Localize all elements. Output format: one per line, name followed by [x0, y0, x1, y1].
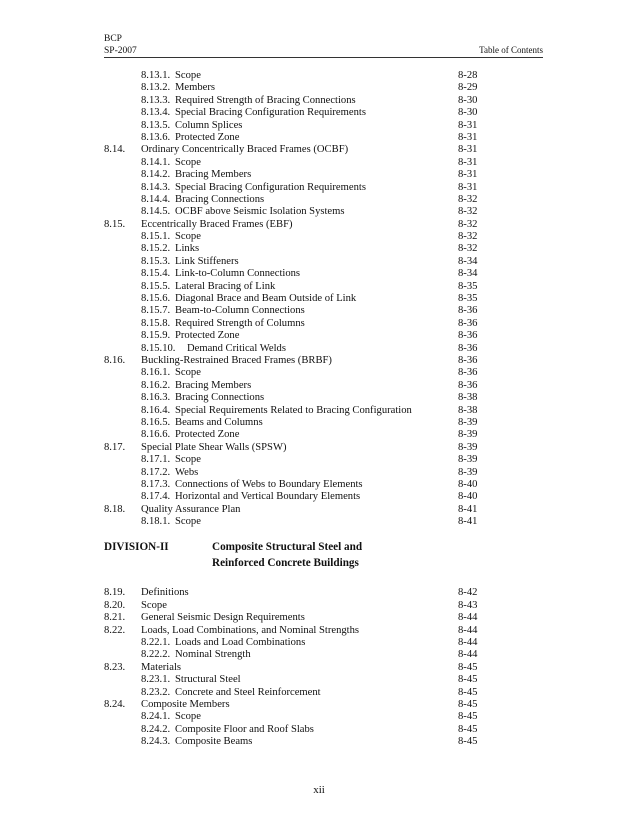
toc-entry-number: 8.16.3.: [141, 392, 171, 404]
toc-entry-page: 8-40: [458, 491, 478, 503]
toc-entry-number: 8.13.2.: [141, 82, 171, 94]
toc-entry: [0, 687, 638, 699]
toc-entry-number: 8.15.5.: [141, 280, 171, 292]
toc-entry-page: 8-39: [458, 441, 478, 453]
toc-entry-title: Special Requirements Related to Bracing Configuration: [175, 404, 412, 416]
toc-entry: [0, 95, 638, 107]
toc-entry: [0, 649, 638, 661]
toc-entry: [0, 231, 638, 243]
toc-entry: [0, 70, 638, 82]
toc-entry-number: 8.22.1.: [141, 637, 171, 649]
toc-entry-title: Bracing Members: [175, 379, 252, 391]
toc-entry-title: Beam-to-Column Connections: [175, 305, 305, 317]
toc-entry-number: 8.17.2.: [141, 466, 171, 478]
toc-entry-number: 8.16.5.: [141, 416, 171, 428]
toc-entry: [0, 318, 638, 330]
toc-entry-number: 8.24.2.: [141, 723, 171, 735]
toc-entry-number: 8.15.8.: [141, 317, 171, 329]
toc-entry: [0, 405, 638, 417]
toc-entry-number: 8.16.2.: [141, 379, 171, 391]
toc-entry-number: 8.14.3.: [141, 181, 171, 193]
toc-entry-page: 8-30: [458, 107, 478, 119]
toc-entry-page: 8-31: [458, 119, 478, 131]
toc-entry: [0, 442, 638, 454]
toc-entry-title: OCBF above Seismic Isolation Systems: [175, 206, 345, 218]
toc-entry: [0, 662, 638, 674]
toc-entry: [0, 612, 638, 624]
toc-entry-number: 8.24.3.: [141, 736, 171, 748]
toc-entry-title: Quality Assurance Plan: [141, 503, 241, 515]
toc-entry-page: 8-29: [458, 82, 478, 94]
toc-entry-title: Bracing Connections: [175, 193, 265, 205]
toc-entry-title: Composite Members: [141, 698, 230, 710]
toc-entry-number: 8.19.: [104, 587, 126, 599]
toc-entry-number: 8.13.1.: [141, 70, 171, 81]
toc-list-division-1: [0, 70, 638, 528]
toc-entry-page: 8-45: [458, 723, 478, 735]
toc-entry-title: Loads, Load Combinations, and Nominal Strengths: [141, 624, 360, 636]
toc-entry: [0, 330, 638, 342]
page-number: xii: [313, 784, 325, 796]
toc-entry-number: 8.15.2.: [141, 243, 171, 255]
toc-entry-number: 8.14.1.: [141, 156, 171, 168]
toc-entry-title: Concrete and Steel Reinforcement: [175, 686, 321, 698]
toc-entry-page: 8-38: [458, 404, 478, 416]
header-left: [104, 33, 137, 57]
toc-entry-title: Composite Floor and Roof Slabs: [175, 723, 314, 735]
toc-entry-title: Scope: [175, 70, 201, 81]
toc-entry: [0, 467, 638, 479]
toc-entry-title: Scope: [175, 454, 201, 466]
toc-entry-title: Scope: [175, 711, 201, 723]
toc-entry-title: Bracing Members: [175, 169, 252, 181]
toc-entry-title: Special Bracing Configuration Requirements: [175, 181, 366, 193]
toc-entry-title: Protected Zone: [175, 429, 240, 441]
toc-entry-title: Ordinary Concentrically Braced Frames (OCBF): [141, 144, 349, 156]
toc-entry-title: Link Stiffeners: [175, 255, 239, 267]
toc-entry-page: 8-32: [458, 218, 478, 230]
toc-entry: [0, 699, 638, 711]
toc-entry-title: Special Bracing Configuration Requirements: [175, 107, 366, 119]
toc-entry-title: Bracing Connections: [175, 392, 265, 404]
toc-entry: [0, 587, 638, 599]
toc-entry-page: 8-32: [458, 193, 478, 205]
toc-entry-number: 8.14.4.: [141, 193, 171, 205]
toc-entry-number: 8.16.4.: [141, 404, 171, 416]
toc-entry-title: Eccentrically Braced Frames (EBF): [141, 218, 293, 230]
toc-entry-title: Links: [175, 243, 200, 255]
toc-entry-page: 8-28: [458, 70, 478, 81]
toc-entry-title: Members: [175, 82, 216, 94]
toc-entry-title: Materials: [141, 661, 182, 673]
toc-entry-number: 8.15.4.: [141, 268, 171, 280]
toc-entry-title: Scope: [175, 516, 201, 528]
toc-entry-title: Horizontal and Vertical Boundary Elements: [175, 491, 361, 503]
toc-entry: [0, 157, 638, 169]
toc-entry: [0, 417, 638, 429]
toc-entry-page: 8-36: [458, 379, 478, 391]
toc-entry-page: 8-45: [458, 674, 478, 686]
toc-entry-number: 8.17.1.: [141, 454, 171, 466]
toc-entry-title: Protected Zone: [175, 131, 240, 143]
toc-entry-page: 8-44: [458, 637, 478, 649]
toc-entry: [0, 380, 638, 392]
toc-entry: [0, 724, 638, 736]
header-section-title: Table of Contents: [479, 45, 543, 55]
toc-entry-page: 8-44: [458, 624, 478, 636]
toc-entry-page: 8-42: [458, 587, 478, 599]
toc-entry-page: 8-36: [458, 305, 478, 317]
header-code: SP-2007: [104, 46, 137, 56]
toc-entry-number: 8.18.: [104, 503, 126, 515]
division-label: DIVISION-II: [104, 541, 169, 554]
toc-entry-page: 8-31: [458, 156, 478, 168]
toc-entry-page: 8-32: [458, 231, 478, 243]
toc-entry-page: 8-32: [458, 243, 478, 255]
toc-entry-title: Composite Beams: [175, 736, 253, 748]
toc-entry: [0, 504, 638, 516]
toc-entry-number: 8.13.3.: [141, 94, 171, 106]
toc-entry-page: 8-30: [458, 94, 478, 106]
toc-entry-number: 8.17.3.: [141, 478, 171, 490]
toc-entry-number: 8.23.2.: [141, 686, 171, 698]
toc-entry: [0, 625, 638, 637]
toc-entry-number: 8.13.4.: [141, 107, 171, 119]
toc-entry: [0, 256, 638, 268]
toc-entry: [0, 169, 638, 181]
toc-entry-number: 8.23.1.: [141, 674, 171, 686]
toc-entry: [0, 711, 638, 723]
toc-entry-page: 8-31: [458, 144, 478, 156]
toc-entry: [0, 268, 638, 280]
toc-entry: [0, 429, 638, 441]
toc-entry: [0, 243, 638, 255]
toc-entry-title: Scope: [175, 231, 201, 243]
toc-entry-number: 8.17.: [104, 441, 126, 453]
toc-entry: [0, 219, 638, 231]
toc-entry-page: 8-36: [458, 317, 478, 329]
toc-entry-number: 8.13.5.: [141, 119, 171, 131]
toc-entry-title: Protected Zone: [175, 330, 240, 342]
toc-entry-page: 8-31: [458, 169, 478, 181]
toc-entry-title: Special Plate Shear Walls (SPSW): [141, 441, 287, 453]
toc-entry-title: Definitions: [141, 587, 189, 599]
toc-entry-number: 8.15.3.: [141, 255, 171, 267]
toc-entry-page: 8-39: [458, 454, 478, 466]
toc-entry-title: General Seismic Design Requirements: [141, 612, 305, 624]
toc-entry-number: 8.15.9.: [141, 330, 171, 342]
toc-entry-title: Lateral Bracing of Link: [175, 280, 276, 292]
toc-entry-page: 8-45: [458, 661, 478, 673]
toc-entry-title: Demand Critical Welds: [187, 342, 286, 354]
toc-entry-page: 8-35: [458, 280, 478, 292]
toc-entry: [0, 305, 638, 317]
toc-entry-page: 8-41: [458, 516, 478, 528]
toc-entry-number: 8.15.: [104, 218, 126, 230]
toc-entry-number: 8.23.: [104, 661, 126, 673]
toc-entry-page: 8-45: [458, 736, 478, 748]
toc-entry-page: 8-43: [458, 599, 478, 611]
toc-entry-title: Loads and Load Combinations: [175, 637, 306, 649]
toc-entry-title: Column Splices: [175, 119, 243, 131]
toc-entry-title: Scope: [175, 156, 201, 168]
division-title: [212, 539, 452, 571]
toc-entry-number: 8.24.1.: [141, 711, 171, 723]
division-heading: [0, 537, 638, 581]
toc-entry-number: 8.16.6.: [141, 429, 171, 441]
table-of-contents: [0, 70, 638, 749]
toc-entry-page: 8-44: [458, 649, 478, 661]
toc-entry-title: Scope: [175, 367, 201, 379]
toc-entry-number: 8.14.2.: [141, 169, 171, 181]
toc-entry-title: Buckling-Restrained Braced Frames (BRBF): [141, 354, 332, 366]
toc-entry-title: Link-to-Column Connections: [175, 268, 301, 280]
toc-entry: [0, 674, 638, 686]
toc-entry-page: 8-36: [458, 342, 478, 354]
toc-entry-page: 8-39: [458, 429, 478, 441]
toc-entry: [0, 144, 638, 156]
toc-entry-number: 8.16.1.: [141, 367, 171, 379]
toc-entry-number: 8.20.: [104, 599, 126, 611]
toc-entry-page: 8-45: [458, 686, 478, 698]
toc-entry-page: 8-40: [458, 478, 478, 490]
toc-entry: [0, 392, 638, 404]
toc-entry: [0, 355, 638, 367]
toc-entry-number: 8.18.1.: [141, 516, 171, 528]
toc-entry-number: 8.24.: [104, 698, 126, 710]
toc-entry-page: 8-39: [458, 416, 478, 428]
toc-list-division-2: [0, 587, 638, 748]
header-org: BCP: [104, 34, 122, 44]
toc-entry: [0, 454, 638, 466]
toc-entry-title: Connections of Webs to Boundary Elements: [175, 478, 363, 490]
toc-entry-page: 8-36: [458, 367, 478, 379]
toc-entry: [0, 367, 638, 379]
toc-entry-title: Nominal Strength: [175, 649, 251, 661]
toc-entry-number: 8.22.: [104, 624, 126, 636]
toc-entry-page: 8-45: [458, 711, 478, 723]
header-rule: [104, 57, 543, 58]
toc-entry-page: 8-32: [458, 206, 478, 218]
toc-entry-title: Structural Steel: [175, 674, 241, 686]
toc-entry-number: 8.22.2.: [141, 649, 171, 661]
toc-entry: [0, 293, 638, 305]
toc-entry: [0, 107, 638, 119]
toc-entry-title: Diagonal Brace and Beam Outside of Link: [175, 293, 357, 305]
toc-entry-title: Required Strength of Columns: [175, 317, 305, 329]
toc-entry-number: 8.16.: [104, 354, 126, 366]
toc-entry: [0, 343, 638, 355]
toc-entry-page: 8-36: [458, 330, 478, 342]
toc-entry: [0, 479, 638, 491]
toc-entry: [0, 736, 638, 748]
division-title-line-2: Reinforced Concrete Buildings: [212, 557, 359, 570]
toc-entry: [0, 516, 638, 528]
toc-entry: [0, 600, 638, 612]
toc-entry-page: 8-44: [458, 612, 478, 624]
toc-entry-number: 8.14.5.: [141, 206, 171, 218]
toc-entry-page: 8-34: [458, 268, 478, 280]
toc-entry-number: 8.14.: [104, 144, 126, 156]
toc-entry-page: 8-38: [458, 392, 478, 404]
toc-entry: [0, 491, 638, 503]
toc-entry: [0, 82, 638, 94]
toc-entry-page: 8-39: [458, 466, 478, 478]
toc-entry: [0, 637, 638, 649]
toc-entry-number: 8.15.6.: [141, 293, 171, 305]
toc-entry-title: Required Strength of Bracing Connections: [175, 94, 356, 106]
toc-entry: [0, 281, 638, 293]
toc-entry-title: Beams and Columns: [175, 416, 263, 428]
toc-entry-number: 8.15.1.: [141, 231, 171, 243]
toc-entry: [0, 120, 638, 132]
toc-entry-page: 8-31: [458, 181, 478, 193]
toc-entry: [0, 132, 638, 144]
toc-entry-page: 8-34: [458, 255, 478, 267]
toc-entry-number: 8.15.10.: [141, 342, 176, 354]
toc-entry-number: 8.15.7.: [141, 305, 171, 317]
toc-entry-page: 8-41: [458, 503, 478, 515]
toc-entry-number: 8.17.4.: [141, 491, 171, 503]
toc-entry-number: 8.13.6.: [141, 131, 171, 143]
toc-entry-page: 8-31: [458, 131, 478, 143]
toc-entry-title: Scope: [141, 599, 167, 611]
toc-entry-page: 8-36: [458, 354, 478, 366]
toc-entry-page: 8-35: [458, 293, 478, 305]
division-title-line-1: Composite Structural Steel and: [212, 541, 363, 554]
toc-entry: [0, 182, 638, 194]
toc-entry: [0, 194, 638, 206]
toc-entry-number: 8.21.: [104, 612, 126, 624]
toc-entry-title: Webs: [175, 466, 199, 478]
toc-entry: [0, 206, 638, 218]
toc-entry-page: 8-45: [458, 698, 478, 710]
